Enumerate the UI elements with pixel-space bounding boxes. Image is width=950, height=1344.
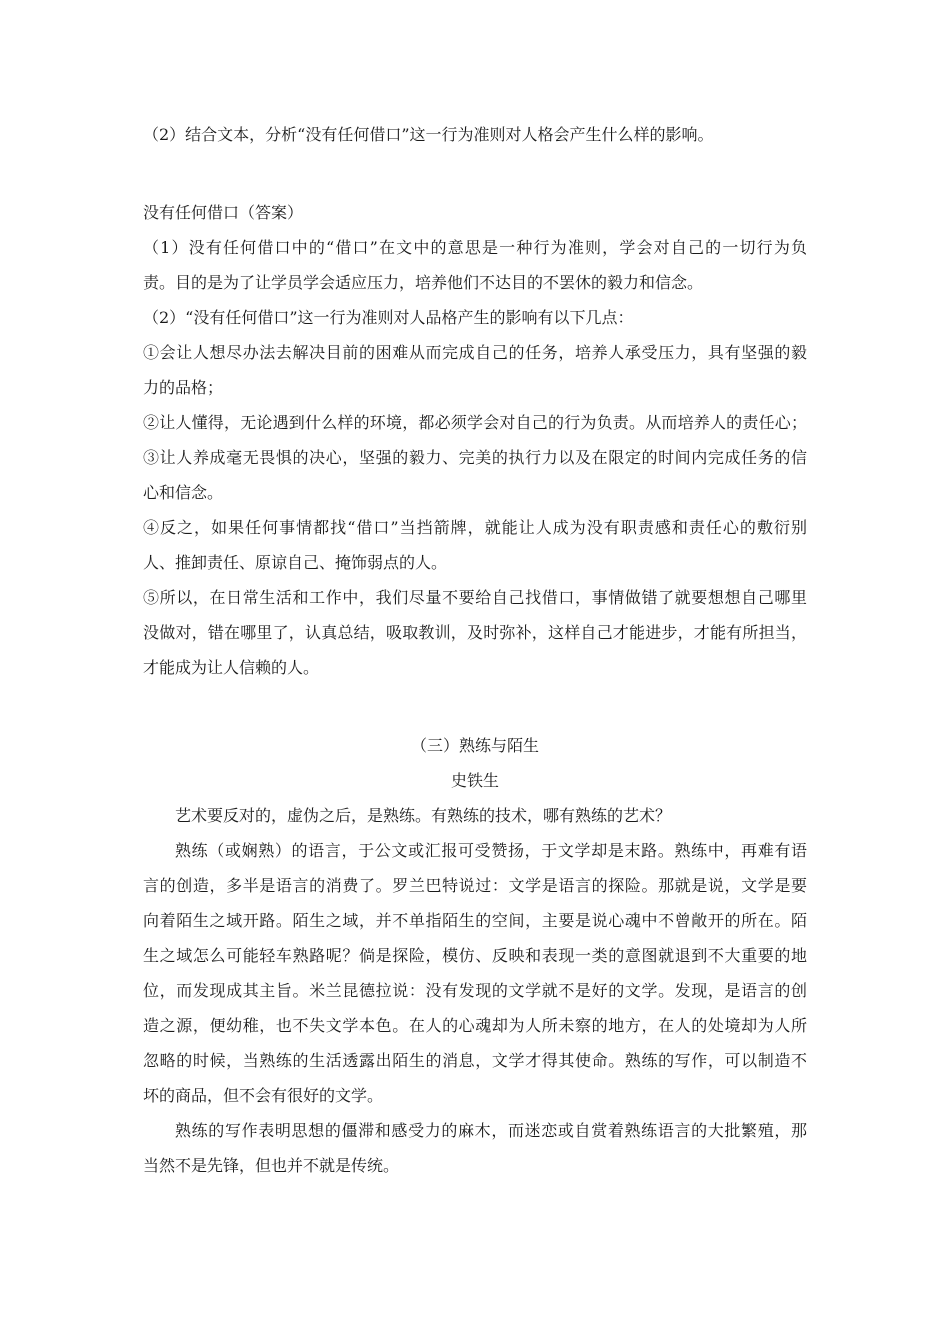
- answer-line: ⑤所以，在日常生活和工作中，我们尽量不要给自己找借口，事情做错了就要想想自己哪里: [143, 588, 807, 607]
- article-line: 向着陌生之域开路。陌生之域，并不单指陌生的空间，主要是说心魂中不曾敞开的所在。陌: [143, 911, 807, 930]
- article-line: 艺术要反对的，虚伪之后，是熟练。有熟练的技术，哪有熟练的艺术？: [175, 806, 672, 825]
- answer-line: 没做对，错在哪里了，认真总结，吸取教训，及时弥补，这样自己才能进步，才能有所担当，: [143, 623, 807, 642]
- article-line: 忽略的时候，当熟练的生活透露出陌生的消息，文学才得其使命。熟练的写作，可以制造不: [143, 1051, 807, 1070]
- article-line: 当然不是先锋，但也并不就是传统。: [143, 1156, 400, 1175]
- answer-line: ①会让人想尽办法去解决目前的困难从而完成自己的任务，培养人承受压力，具有坚强的毅: [143, 343, 807, 362]
- answer-line: （1）没有任何借口中的“借口”在文中的意思是一种行为准则，学会对自己的一切行为负: [143, 238, 807, 257]
- answer-line: ③让人养成毫无畏惧的决心，坚强的毅力、完美的执行力以及在限定的时间内完成任务的信: [143, 448, 807, 467]
- answer-line: 力的品格；: [143, 378, 224, 397]
- answer-line: 人、推卸责任、原谅自己、掩饰弱点的人。: [143, 553, 448, 572]
- answer-line: ④反之，如果任何事情都找“借口”当挡箭牌，就能让人成为没有职责感和责任心的敷衍别: [143, 518, 807, 537]
- article-line: 言的创造，多半是语言的消费了。罗兰巴特说过：文学是语言的探险。那就是说，文学是要: [143, 876, 807, 895]
- answer-line: 才能成为让人信赖的人。: [143, 658, 320, 677]
- answer-line: （2）“没有任何借口”这一行为准则对人品格产生的影响有以下几点：: [143, 308, 634, 327]
- section-title: （三）熟练与陌生: [410, 736, 539, 755]
- article-line: 坏的商品，但不会有很好的文学。: [143, 1086, 384, 1105]
- article-line: 熟练的写作表明思想的僵滞和感受力的麻木，而迷恋或自赏着熟练语言的大批繁殖，那: [175, 1121, 807, 1140]
- article-line: 造之源，便幼稚，也不失文学本色。在人的心魂却为人所未察的地方，在人的处境却为人所: [143, 1016, 807, 1035]
- answer-line: ②让人懂得，无论遇到什么样的环境，都必须学会对自己的行为负责。从而培养人的责任心；: [143, 413, 807, 432]
- answer-title: 没有任何借口（答案）: [143, 203, 304, 222]
- answer-line: 心和信念。: [143, 483, 224, 502]
- article-line: 生之域怎么可能轻车熟路呢？倘是探险，模仿、反映和表现一类的意图就退到不大重要的地: [143, 946, 807, 965]
- author-name: 史铁生: [450, 771, 499, 790]
- answer-line: 责。目的是为了让学员学会适应压力，培养他们不达目的不罢休的毅力和信念。: [143, 273, 704, 292]
- question-2: （2）结合文本，分析“没有任何借口”这一行为准则对人格会产生什么样的影响。: [143, 125, 714, 144]
- article-line: 熟练（或娴熟）的语言，于公文或汇报可受赞扬，于文学却是末路。熟练中，再难有语: [175, 841, 807, 860]
- article-line: 位，而发现成其主旨。米兰昆德拉说：没有发现的文学就不是好的文学。发现，是语言的创: [143, 981, 807, 1000]
